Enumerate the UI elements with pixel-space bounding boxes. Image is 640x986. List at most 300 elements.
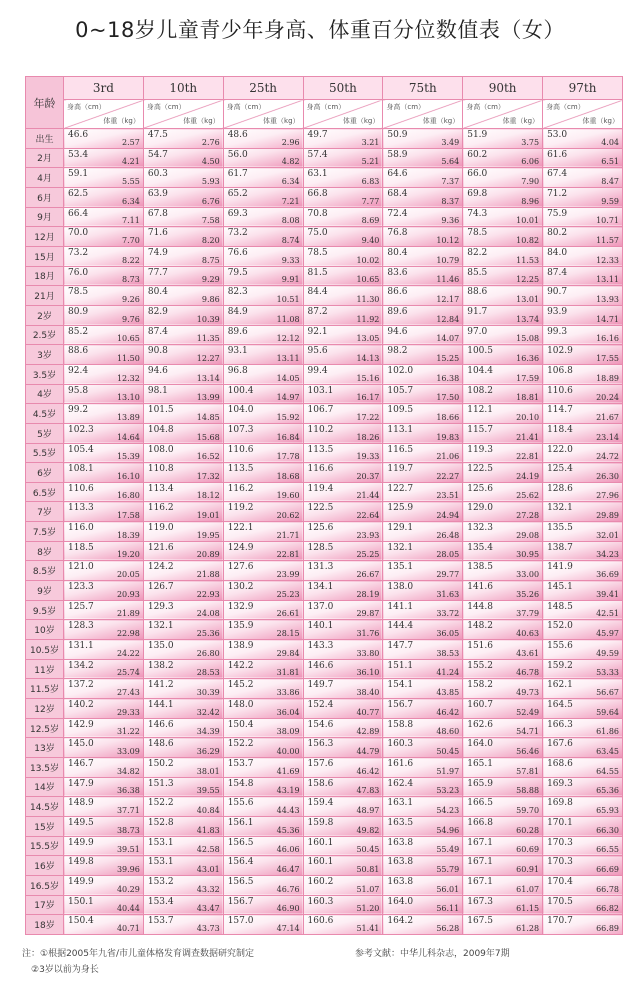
weight-value: 18.89 [596,373,619,383]
value-cell [463,305,543,325]
height-value: 155.6 [227,798,254,809]
height-value: 164.0 [387,896,414,907]
value-cell [463,463,543,483]
height-unit-label: 身高（cm） [546,103,585,111]
value-cell [463,207,543,227]
weight-value: 16.10 [116,471,140,481]
height-value: 106.8 [547,365,573,376]
height-value: 129.0 [467,503,493,514]
weight-value: 55.49 [436,845,460,855]
table-row [26,129,623,149]
weight-value: 35.26 [516,589,540,599]
weight-value: 22.27 [436,471,460,481]
table-row [26,345,623,365]
height-value: 167.6 [547,739,573,750]
value-cell [463,423,543,443]
value-cell [64,364,144,384]
value-cell [143,699,223,719]
height-value: 153.7 [227,759,254,769]
weight-value: 17.55 [596,353,619,363]
height-value: 143.3 [307,641,334,652]
weight-value: 14.71 [596,314,619,324]
value-cell [543,266,623,286]
weight-value: 34.39 [196,727,220,737]
value-cell [223,836,303,856]
weight-value: 66.69 [596,864,619,874]
table-row [26,777,623,797]
table-row [26,620,623,640]
height-unit-label: 身高（cm） [67,103,106,111]
height-value: 116.0 [68,523,94,534]
value-cell [543,738,623,758]
value-cell [143,541,223,561]
height-value: 105.7 [387,385,414,396]
weight-value: 47.83 [356,786,380,796]
weight-value: 14.85 [196,412,220,422]
value-cell [463,266,543,286]
value-cell [383,777,463,797]
height-value: 151.1 [387,660,414,671]
height-value: 170.4 [547,876,573,887]
weight-value: 66.30 [596,825,619,835]
value-cell [64,718,144,738]
value-cell [64,581,144,601]
weight-value: 54.96 [436,825,460,835]
value-cell [303,561,383,581]
value-cell [463,718,543,738]
value-cell [383,816,463,836]
age-cell: 5.5岁 [26,443,64,463]
height-value: 114.7 [547,405,573,416]
value-cell [223,305,303,325]
value-cell [223,541,303,561]
height-value: 91.7 [467,306,488,317]
value-cell [463,679,543,699]
height-value: 150.4 [68,916,94,927]
height-value: 154.1 [387,680,414,691]
value-cell [223,856,303,876]
height-value: 158.2 [467,680,493,691]
value-cell [383,679,463,699]
height-value: 170.7 [547,916,573,927]
value-cell [64,699,144,719]
age-cell: 16岁 [26,856,64,876]
value-cell [463,659,543,679]
age-cell: 3岁 [26,345,64,365]
value-cell [383,856,463,876]
value-cell [64,915,144,935]
height-value: 98.1 [147,385,168,396]
height-value: 166.8 [467,817,493,828]
value-cell [143,443,223,463]
weight-value: 21.71 [276,530,300,540]
weight-value: 16.52 [196,452,220,462]
height-value: 105.4 [68,444,94,455]
height-value: 167.1 [467,857,493,868]
weight-value: 13.01 [516,294,540,304]
weight-value: 21.88 [196,570,220,580]
height-value: 87.4 [147,326,168,337]
weight-value: 61.07 [516,884,540,894]
height-value: 152.2 [147,798,174,809]
height-value: 165.9 [467,778,493,789]
value-cell [64,345,144,365]
value-cell [64,758,144,778]
value-cell [463,895,543,915]
weight-value: 42.51 [596,609,619,619]
weight-value: 10.79 [436,255,460,265]
value-cell [383,404,463,424]
height-value: 80.9 [68,306,89,317]
height-value: 62.5 [68,188,89,199]
height-value: 102.9 [547,346,573,357]
value-cell [383,659,463,679]
value-cell [383,129,463,149]
value-cell [303,463,383,483]
weight-value: 39.51 [116,845,140,855]
height-value: 81.5 [307,267,328,278]
age-cell: 4.5岁 [26,404,64,424]
height-value: 137.0 [307,601,334,612]
height-value: 138.0 [387,582,414,593]
weight-value: 25.74 [116,668,140,678]
weight-value: 10.02 [356,255,380,265]
height-value: 80.4 [387,247,408,258]
weight-value: 40.71 [116,924,140,933]
value-cell [463,758,543,778]
weight-value: 20.37 [356,471,380,481]
value-cell [64,522,144,542]
weight-value: 6.34 [122,196,140,206]
value-cell [64,738,144,758]
value-cell [383,758,463,778]
value-cell [143,364,223,384]
table-row [26,325,623,345]
age-cell: 7岁 [26,502,64,522]
weight-value: 8.96 [521,196,540,206]
table-row [26,797,623,817]
table-row [26,463,623,483]
weight-value: 26.48 [436,530,460,540]
height-value: 57.4 [307,149,328,160]
value-cell [64,463,144,483]
value-cell [143,148,223,168]
table-row [26,246,623,266]
value-cell [463,502,543,522]
height-value: 72.4 [387,208,408,219]
height-value: 128.5 [307,542,334,553]
height-value: 160.3 [307,896,334,907]
value-cell [143,207,223,227]
value-cell [223,895,303,915]
value-cell [223,129,303,149]
value-cell [223,659,303,679]
height-value: 146.6 [147,719,174,730]
value-cell [303,286,383,306]
table-row [26,640,623,660]
weight-value: 8.75 [201,255,220,265]
value-cell [143,305,223,325]
weight-value: 26.30 [596,471,619,481]
weight-value: 64.55 [596,766,619,776]
height-value: 80.2 [547,228,568,239]
value-cell [383,187,463,207]
value-cell [223,502,303,522]
weight-value: 13.99 [196,393,220,403]
age-cell: 13.5岁 [26,758,64,778]
height-value: 119.0 [147,523,174,534]
height-value: 46.6 [68,130,89,140]
height-value: 132.1 [147,621,174,632]
height-value: 100.4 [227,385,254,396]
height-value: 152.2 [227,739,254,750]
weight-value: 31.76 [356,629,380,639]
height-value: 153.4 [147,896,174,907]
weight-value: 4.82 [281,157,300,167]
weight-value: 38.01 [196,766,220,776]
height-value: 119.3 [467,444,493,455]
weight-value: 41.69 [276,766,300,776]
height-value: 106.7 [307,405,334,416]
value-cell [463,148,543,168]
height-value: 112.1 [467,405,493,416]
age-cell: 21月 [26,286,64,306]
value-cell [383,915,463,935]
value-cell [143,640,223,660]
weight-value: 8.37 [441,196,460,206]
value-cell [303,522,383,542]
height-value: 83.6 [387,267,408,278]
age-cell: 6岁 [26,463,64,483]
weight-value: 4.21 [122,157,140,167]
value-cell [143,856,223,876]
weight-value: 56.67 [596,688,619,698]
value-cell [463,246,543,266]
value-cell [64,679,144,699]
weight-value: 19.33 [356,452,380,462]
height-value: 153.7 [147,916,174,927]
value-cell [303,581,383,601]
height-value: 170.5 [547,896,573,907]
weight-value: 31.63 [436,589,460,599]
height-value: 48.6 [227,130,248,140]
value-cell [143,561,223,581]
value-cell [383,423,463,443]
value-cell [543,797,623,817]
weight-value: 25.25 [356,550,380,560]
value-cell [463,797,543,817]
value-cell [223,699,303,719]
height-value: 169.3 [547,778,573,789]
weight-value: 66.78 [596,884,619,894]
value-cell [223,463,303,483]
weight-value: 65.36 [596,786,619,796]
weight-value: 66.89 [596,924,619,933]
weight-value: 21.67 [596,412,619,422]
weight-value: 11.46 [436,275,460,285]
height-value: 159.2 [547,660,573,671]
value-cell [223,875,303,895]
weight-value: 8.20 [201,235,220,245]
table-row [26,679,623,699]
height-value: 76.6 [227,247,248,258]
height-value: 118.5 [68,542,94,553]
height-value: 149.9 [68,837,94,848]
height-value: 102.3 [68,424,94,435]
weight-value: 24.19 [516,471,540,481]
value-cell [383,797,463,817]
value-cell [463,129,543,149]
height-value: 144.1 [147,700,174,711]
weight-value: 6.06 [521,157,540,167]
value-cell [143,384,223,404]
table-row [26,561,623,581]
weight-value: 45.97 [596,629,619,639]
weight-value: 5.55 [122,176,140,186]
weight-value: 21.41 [516,432,540,442]
height-value: 90.8 [147,346,168,357]
height-unit-label: 身高（cm） [146,103,186,111]
weight-value: 15.25 [436,353,460,363]
height-value: 160.3 [387,739,414,750]
value-cell [64,620,144,640]
value-cell [463,561,543,581]
weight-value: 10.01 [516,216,540,226]
weight-value: 11.35 [196,334,220,344]
value-cell [463,404,543,424]
weight-value: 24.22 [116,648,140,658]
unit-header-cell [143,100,223,129]
weight-value: 2.96 [281,137,300,147]
value-cell [303,640,383,660]
height-value: 132.3 [467,523,493,534]
weight-value: 40.00 [276,747,300,756]
weight-value: 34.82 [116,766,140,776]
height-value: 82.9 [147,306,168,317]
value-cell [64,207,144,227]
value-cell [463,345,543,365]
value-cell [303,148,383,168]
value-cell [143,777,223,797]
weight-value: 50.45 [436,747,460,756]
value-cell [64,227,144,247]
value-cell [64,384,144,404]
value-cell [303,856,383,876]
age-cell: 14岁 [26,777,64,797]
height-value: 157.0 [227,916,254,927]
weight-value: 50.45 [356,845,380,855]
height-value: 137.2 [68,680,94,691]
height-value: 77.7 [147,267,168,278]
height-value: 90.7 [547,287,568,298]
weight-value: 36.38 [116,786,140,796]
value-cell [543,482,623,502]
value-cell [383,325,463,345]
value-cell [143,168,223,188]
weight-value: 26.61 [276,609,300,619]
value-cell [383,718,463,738]
weight-value: 41.83 [196,825,220,835]
value-cell [143,895,223,915]
value-cell [223,620,303,640]
weight-value: 15.08 [516,334,540,344]
height-value: 163.8 [387,857,414,868]
weight-value: 61.15 [516,904,540,914]
height-value: 167.3 [467,896,493,907]
weight-value: 39.41 [596,589,619,599]
weight-value: 40.29 [116,884,140,894]
height-value: 152.8 [147,817,174,828]
value-cell [383,738,463,758]
height-value: 113.3 [68,503,94,514]
height-value: 50.9 [387,130,408,140]
value-cell [383,345,463,365]
value-cell [383,502,463,522]
height-value: 118.4 [547,424,573,435]
height-value: 163.8 [387,876,414,887]
weight-value: 46.42 [436,707,460,717]
value-cell [383,286,463,306]
age-cell: 12月 [26,227,64,247]
table-row [26,895,623,915]
height-value: 129.1 [387,523,414,534]
height-value: 135.0 [147,641,174,652]
value-cell [143,600,223,620]
value-cell [143,718,223,738]
age-cell: 6月 [26,187,64,207]
value-cell [383,266,463,286]
height-value: 141.9 [547,562,573,573]
height-value: 73.2 [68,247,89,258]
weight-value: 43.19 [276,786,300,796]
value-cell [543,895,623,915]
value-cell [463,168,543,188]
weight-value: 8.22 [122,255,140,265]
value-cell [223,777,303,797]
height-value: 66.0 [467,169,488,180]
weight-value: 37.79 [516,609,540,619]
percentile-header: 3rd [64,77,144,100]
weight-value: 2.57 [122,137,140,147]
weight-value: 17.50 [436,393,460,403]
weight-value: 50.81 [356,864,380,874]
value-cell [64,187,144,207]
weight-value: 19.01 [196,511,220,521]
height-value: 99.3 [547,326,568,337]
value-cell [143,659,223,679]
height-value: 60.2 [467,149,488,160]
table-row [26,502,623,522]
table-row [26,659,623,679]
value-cell [383,620,463,640]
weight-value: 11.50 [116,353,140,363]
height-value: 88.6 [467,287,488,298]
height-value: 56.0 [227,149,248,160]
height-value: 69.3 [227,208,248,219]
value-cell [223,384,303,404]
height-value: 78.5 [307,247,328,258]
value-cell [383,875,463,895]
percentile-header: 10th [143,77,223,100]
height-value: 63.1 [307,169,328,180]
table-row [26,286,623,306]
height-value: 66.8 [307,188,328,199]
value-cell [223,522,303,542]
weight-value: 14.64 [116,432,140,442]
weight-value: 33.09 [116,747,140,756]
height-value: 134.1 [307,582,334,593]
table-row [26,875,623,895]
